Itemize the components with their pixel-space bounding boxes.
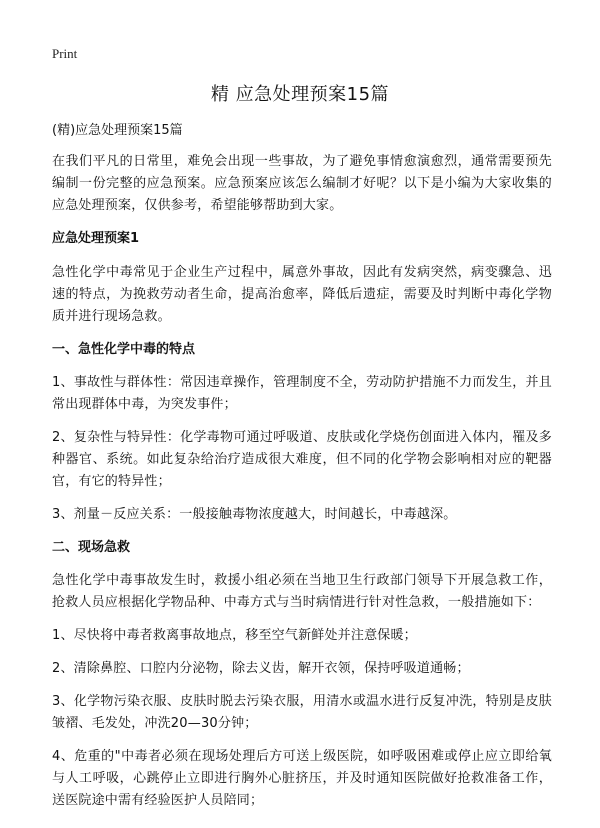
document-body (52, 120, 552, 823)
section1-item: 3、剂量－反应关系：一般接触毒物浓度越大，时间越长，中毒越深。 (52, 507, 457, 522)
document-title: 精 应急处理预案15篇 (210, 84, 390, 105)
intro-paragraph: 在我们平凡的日常里，难免会出现一些事故，为了避免事情愈演愈烈，通常需要预先编制一份完整的应急预案。应急预案应该怎么编制才好呢？以下是小编为大家收集的应急处理预案，仅供参考，希望能够帮助到大家。 (52, 154, 552, 213)
section2-item: 1、尽快将中毒者救离事故地点，移至空气新鲜处并注意保暖； (52, 628, 417, 643)
section2-intro-paragraph: 急性化学中毒事故发生时，救援小组必须在当地卫生行政部门领导下开展急救工作，抢救人员应根据化学物品种、中毒方式与当时病情进行针对性急救，一般措施如下： (52, 573, 552, 610)
section2-heading: 二、现场急救 (52, 540, 131, 555)
print-label: Print (52, 46, 78, 61)
section2-item: 3、化学物污染衣服、皮肤时脱去污染衣服，用清水或温水进行反复冲洗，特别是皮肤皱褶、毛发处，冲洗20—30分钟； (52, 694, 552, 731)
section1-item: 2、复杂性与特异性：化学毒物可通过呼吸道、皮肤或化学烧伤创面进入体内，罹及多种器官、系统。如此复杂给治疗造成很大难度，但不同的化学物会影响相对应的靶器官，有它的特异性； (52, 430, 552, 489)
document-subtitle: (精)应急处理预案15篇 (52, 123, 183, 138)
section2-item: 2、清除鼻腔、口腔内分泌物，除去义齿，解开衣领，保持呼吸道通畅； (52, 661, 470, 676)
section1-heading: 一、急性化学中毒的特点 (52, 342, 196, 357)
plan1-intro-paragraph: 急性化学中毒常见于企业生产过程中，属意外事故，因此有发病突然，病变骤急、迅速的特点，为挽救劳动者生命，提高治愈率，降低后遗症，需要及时判断中毒化学物质并进行现场急救。 (52, 265, 552, 324)
section1-item: 1、事故性与群体性：常因违章操作，管理制度不全，劳动防护措施不力而发生，并且常出现群体中毒，为突发事件； (52, 375, 552, 412)
plan1-heading: 应急处理预案1 (52, 231, 140, 246)
section2-item: 4、危重的"中毒者必须在现场处理后方可送上级医院，如呼吸困难或停止应立即给氧与人工呼吸，心跳停止立即进行胸外心脏挤压，并及时通知医院做好抢救准备工作，送医院途中需有经验医护人员陪同； (52, 749, 552, 808)
